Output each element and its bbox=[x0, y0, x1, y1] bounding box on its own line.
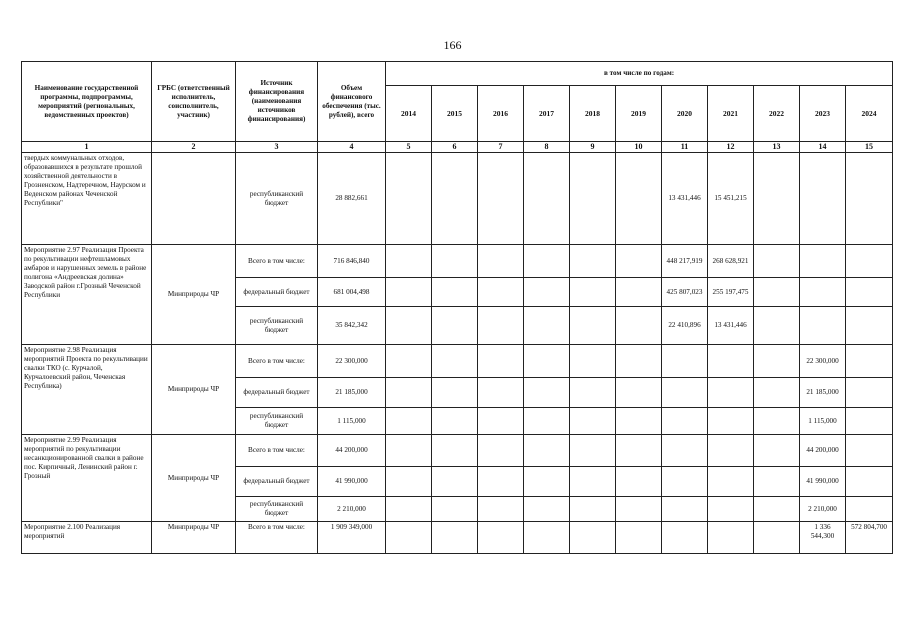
measure-name: Мероприятие 2.100 Реализация мероприятий bbox=[22, 522, 152, 554]
col-number: 9 bbox=[570, 142, 616, 153]
year-2024: 2024 bbox=[846, 86, 893, 142]
col-number: 14 bbox=[800, 142, 846, 153]
amount-2023: 21 185,000 bbox=[800, 378, 846, 408]
amount-2021: 255 197,475 bbox=[708, 278, 754, 307]
table-row bbox=[22, 522, 893, 554]
year-2021: 2021 bbox=[708, 86, 754, 142]
col-number: 3 bbox=[236, 142, 318, 153]
funding-source: республиканский бюджет bbox=[236, 408, 318, 435]
amount-2020: 13 431,446 bbox=[662, 153, 708, 245]
funding-table bbox=[21, 61, 893, 554]
col-number: 12 bbox=[708, 142, 754, 153]
total-amount: 681 004,498 bbox=[318, 278, 386, 307]
funding-source: Всего в том числе: bbox=[236, 522, 318, 554]
total-amount: 44 200,000 bbox=[318, 435, 386, 467]
year-2020: 2020 bbox=[662, 86, 708, 142]
funding-source: федеральный бюджет bbox=[236, 467, 318, 497]
header-volume: Объем финансового обеспечения (тыс. рублей), всего bbox=[318, 62, 386, 142]
col-number: 1 bbox=[22, 142, 152, 153]
funding-source: республиканский бюджет bbox=[236, 307, 318, 345]
table-row bbox=[22, 435, 893, 467]
year-2015: 2015 bbox=[432, 86, 478, 142]
total-amount: 22 300,000 bbox=[318, 345, 386, 378]
amount-2020: 22 410,896 bbox=[662, 307, 708, 345]
amount-2023: 2 210,000 bbox=[800, 497, 846, 522]
col-number: 15 bbox=[846, 142, 893, 153]
funding-source: федеральный бюджет bbox=[236, 378, 318, 408]
year-2019: 2019 bbox=[616, 86, 662, 142]
grbs-cell: Минприроды ЧР bbox=[152, 435, 236, 522]
total-amount: 1 909 349,000 bbox=[318, 522, 386, 554]
col-number: 6 bbox=[432, 142, 478, 153]
year-2014: 2014 bbox=[386, 86, 432, 142]
year-2017: 2017 bbox=[524, 86, 570, 142]
funding-source: Всего в том числе: bbox=[236, 435, 318, 467]
amount-2023: 44 200,000 bbox=[800, 435, 846, 467]
measure-name: Мероприятие 2.97 Реализация Проекта по рекультивации нефтешламовых амбаров и нарушенных земель в районе полигона «Андреевская долина» Заводской район г.Грозный Чеченской Республики bbox=[22, 245, 152, 345]
year-2023: 2023 bbox=[800, 86, 846, 142]
grbs-cell: Минприроды ЧР bbox=[152, 345, 236, 435]
col-number: 2 bbox=[152, 142, 236, 153]
col-number: 10 bbox=[616, 142, 662, 153]
amount-2021: 268 628,921 bbox=[708, 245, 754, 278]
col-number: 8 bbox=[524, 142, 570, 153]
amount-2020: 425 807,023 bbox=[662, 278, 708, 307]
grbs-cell: Минприроды ЧР bbox=[152, 245, 236, 345]
col-number: 7 bbox=[478, 142, 524, 153]
amount-2023: 22 300,000 bbox=[800, 345, 846, 378]
total-amount: 28 882,661 bbox=[318, 153, 386, 245]
header-name: Наименование государственной программы, подпрограммы, мероприятий (региональных, ведомственных проектов) bbox=[22, 62, 152, 142]
col-number: 5 bbox=[386, 142, 432, 153]
table-row bbox=[22, 245, 893, 278]
funding-source: республиканский бюджет bbox=[236, 153, 318, 245]
table-row bbox=[22, 153, 893, 245]
total-amount: 41 990,000 bbox=[318, 467, 386, 497]
header-grbs: ГРБС (ответственный исполнитель, соисполнитель, участник) bbox=[152, 62, 236, 142]
funding-source: Всего в том числе: bbox=[236, 345, 318, 378]
header-by-years: в том числе по годам: bbox=[386, 62, 893, 86]
total-amount: 716 846,840 bbox=[318, 245, 386, 278]
col-number: 13 bbox=[754, 142, 800, 153]
grbs-cell: Минприроды ЧР bbox=[152, 522, 236, 554]
col-number: 11 bbox=[662, 142, 708, 153]
page-number: 166 bbox=[443, 38, 462, 52]
measure-name: Мероприятие 2.99 Реализация мероприятий по рекультивации несанкционированной свалки в районе пос. Кирпичный, Ленинский район г. Грозный bbox=[22, 435, 152, 522]
amount-2023: 1 336 544,300 bbox=[800, 522, 846, 554]
funding-source: Всего в том числе: bbox=[236, 245, 318, 278]
funding-source: федеральный бюджет bbox=[236, 278, 318, 307]
amount-2023: 1 115,000 bbox=[800, 408, 846, 435]
total-amount: 35 842,342 bbox=[318, 307, 386, 345]
amount-2020: 448 217,919 bbox=[662, 245, 708, 278]
year-2022: 2022 bbox=[754, 86, 800, 142]
header-source: Источник финансирования (наименования источников финансирования) bbox=[236, 62, 318, 142]
col-number: 4 bbox=[318, 142, 386, 153]
table-row bbox=[22, 345, 893, 378]
measure-name: Мероприятие 2.98 Реализация мероприятий Проекта по рекультивации свалки ТКО (с. Курчалой, Курчалоевский район, Чеченская Республика) bbox=[22, 345, 152, 435]
funding-source: республиканский бюджет bbox=[236, 497, 318, 522]
total-amount: 21 185,000 bbox=[318, 378, 386, 408]
year-2018: 2018 bbox=[570, 86, 616, 142]
total-amount: 2 210,000 bbox=[318, 497, 386, 522]
amount-2021: 15 451,215 bbox=[708, 153, 754, 245]
amount-2021: 13 431,446 bbox=[708, 307, 754, 345]
amount-2024: 572 804,700 bbox=[846, 522, 893, 554]
amount-2023: 41 990,000 bbox=[800, 467, 846, 497]
year-2016: 2016 bbox=[478, 86, 524, 142]
measure-name: твердых коммунальных отходов, образовавшихся в результате прошлой хозяйственной деятельности в Грозненском, Надтеречном, Наурском и Веденском районах Чеченской Республики" bbox=[22, 153, 152, 245]
total-amount: 1 115,000 bbox=[318, 408, 386, 435]
